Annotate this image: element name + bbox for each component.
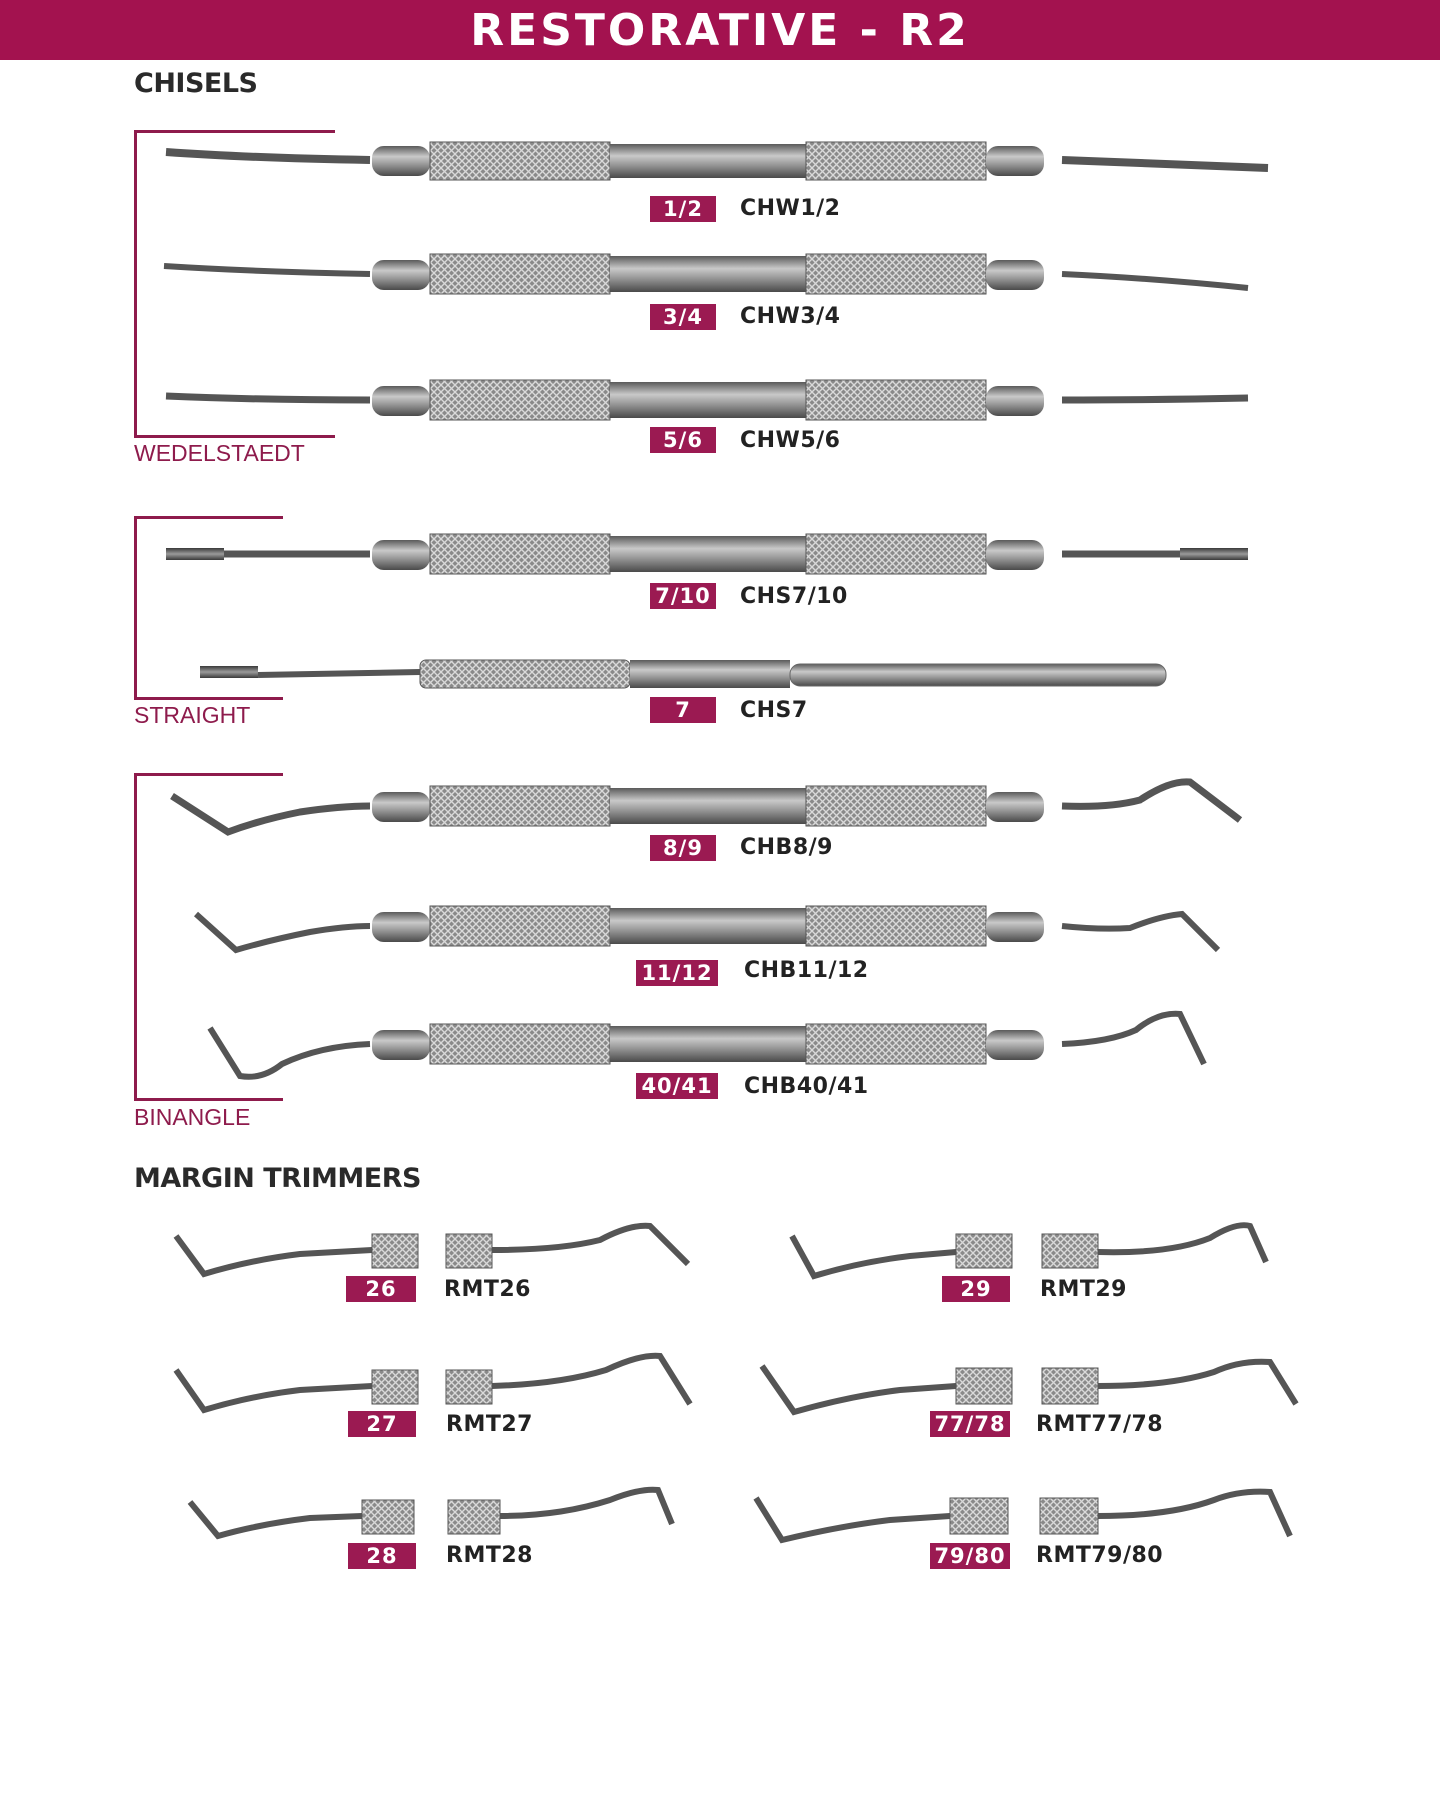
- instrument-rmt79-80-image: [756, 1492, 1290, 1540]
- chisel-catalog-number: CHB11/12: [744, 958, 869, 983]
- instrument-chb8-9-image: [172, 782, 1240, 832]
- chisel-catalog-number: CHB40/41: [744, 1074, 869, 1099]
- straight-label: STRAIGHT: [134, 702, 251, 728]
- chisel-catalog-number: CHB8/9: [740, 835, 833, 860]
- chisel-catalog-number: CHS7/10: [740, 584, 848, 609]
- instrument-chw5-6-image: [166, 380, 1248, 420]
- trimmer-code-badge: 28: [348, 1543, 416, 1569]
- chisel-code-badge: 8/9: [650, 835, 716, 861]
- trimmer-catalog-number: RMT77/78: [1036, 1412, 1164, 1437]
- trimmer-code-badge: 29: [942, 1276, 1010, 1302]
- instrument-rmt77-78-image: [762, 1362, 1296, 1412]
- trimmer-catalog-number: RMT29: [1040, 1277, 1127, 1302]
- chisel-code-badge: 7: [650, 697, 716, 723]
- chisel-catalog-number: CHW3/4: [740, 304, 841, 329]
- instrument-rmt29-image: [792, 1225, 1266, 1276]
- chisel-code-badge: 1/2: [650, 196, 716, 222]
- trimmer-catalog-number: RMT79/80: [1036, 1543, 1164, 1568]
- trimmer-catalog-number: RMT27: [446, 1412, 533, 1437]
- trimmer-code-badge: 79/80: [930, 1543, 1010, 1569]
- wedelstaedt-label: WEDELSTAEDT: [134, 440, 305, 466]
- page-title: RESTORATIVE - R2: [470, 4, 970, 56]
- chisels-heading: CHISELS: [134, 68, 258, 99]
- chisel-catalog-number: CHW5/6: [740, 428, 841, 453]
- instrument-rmt27-image: [176, 1356, 690, 1410]
- trimmer-code-badge: 27: [348, 1411, 416, 1437]
- trimmer-code-badge: 26: [346, 1276, 416, 1302]
- chisel-code-badge: 40/41: [636, 1073, 718, 1099]
- trimmer-code-badge: 77/78: [930, 1411, 1010, 1437]
- chisel-catalog-number: CHS7: [740, 698, 808, 723]
- chisel-code-badge: 3/4: [650, 304, 716, 330]
- trimmer-catalog-number: RMT26: [444, 1277, 531, 1302]
- instrument-chb11-12-image: [196, 906, 1218, 950]
- margin-trimmers-heading: MARGIN TRIMMERS: [134, 1163, 421, 1194]
- chisel-catalog-number: CHW1/2: [740, 196, 841, 221]
- instrument-chw1-2-image: [166, 142, 1268, 180]
- chisel-code-badge: 11/12: [636, 960, 718, 986]
- instrument-rmt26-image: [176, 1226, 688, 1274]
- chisel-code-badge: 7/10: [650, 583, 716, 609]
- chisel-code-badge: 5/6: [650, 427, 716, 453]
- instrument-chw3-4-image: [164, 254, 1248, 294]
- trimmer-catalog-number: RMT28: [446, 1543, 533, 1568]
- instrument-chs7-image: [200, 660, 1166, 688]
- instrument-chs7-10-image: [166, 534, 1248, 574]
- binangle-label: BINANGLE: [134, 1104, 251, 1130]
- instrument-rmt28-image: [190, 1490, 672, 1536]
- instrument-chb40-41-image: [210, 1014, 1204, 1077]
